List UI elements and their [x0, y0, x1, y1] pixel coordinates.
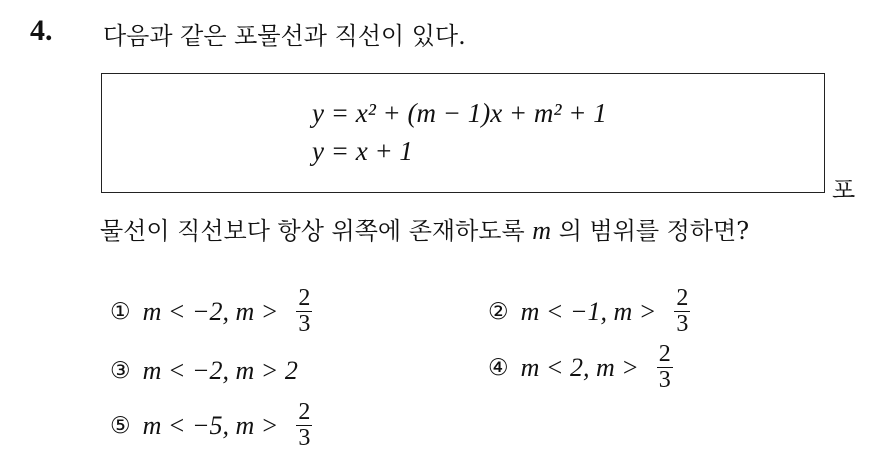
choice-4[interactable] — [488, 342, 673, 393]
question-stem-line1: 다음과 같은 포물선과 직선이 있다. — [103, 22, 466, 50]
fraction-numerator: 2 — [676, 285, 689, 311]
question-number: 4. — [30, 14, 53, 47]
choice-2[interactable] — [488, 286, 690, 337]
fraction-denominator: 3 — [298, 311, 311, 338]
fraction-denominator: 3 — [676, 311, 689, 338]
choice-fraction — [296, 286, 312, 337]
choice-marker: ① — [110, 298, 131, 325]
choice-fraction — [657, 342, 673, 393]
choice-3[interactable] — [110, 356, 298, 386]
stem-variable-m: m — [532, 216, 552, 245]
choice-text: m < −5, m > — [142, 410, 279, 440]
question-stem-tail: 포 — [832, 176, 856, 204]
choice-text: m < −2, m > — [142, 296, 279, 326]
equation-box — [101, 73, 825, 193]
choice-text: m < −1, m > — [520, 296, 657, 326]
stem-text-part1: 물선이 직선보다 항상 위쪽에 존재하도록 — [100, 217, 533, 245]
fraction-numerator: 2 — [658, 341, 671, 367]
fraction-denominator: 3 — [658, 367, 671, 394]
stem-text-part2: 의 범위를 정하면? — [551, 217, 750, 245]
choice-marker: ⑤ — [110, 412, 131, 439]
equation-parabola: y = x² + (m − 1)x + m² + 1 — [312, 98, 607, 128]
choice-fraction — [674, 286, 690, 337]
choice-5[interactable] — [110, 400, 312, 451]
choice-fraction — [296, 400, 312, 451]
fraction-numerator: 2 — [298, 399, 311, 425]
choice-text: m < −2, m > 2 — [142, 356, 298, 385]
fraction-numerator: 2 — [298, 285, 311, 311]
choice-1[interactable] — [110, 286, 312, 337]
question-stem-line2 — [100, 211, 749, 246]
equation-line: y = x + 1 — [312, 136, 413, 166]
choice-marker: ④ — [488, 354, 509, 381]
choice-marker: ③ — [110, 358, 131, 384]
choice-text: m < 2, m > — [520, 352, 639, 382]
choice-marker: ② — [488, 298, 509, 325]
fraction-denominator: 3 — [298, 425, 311, 452]
